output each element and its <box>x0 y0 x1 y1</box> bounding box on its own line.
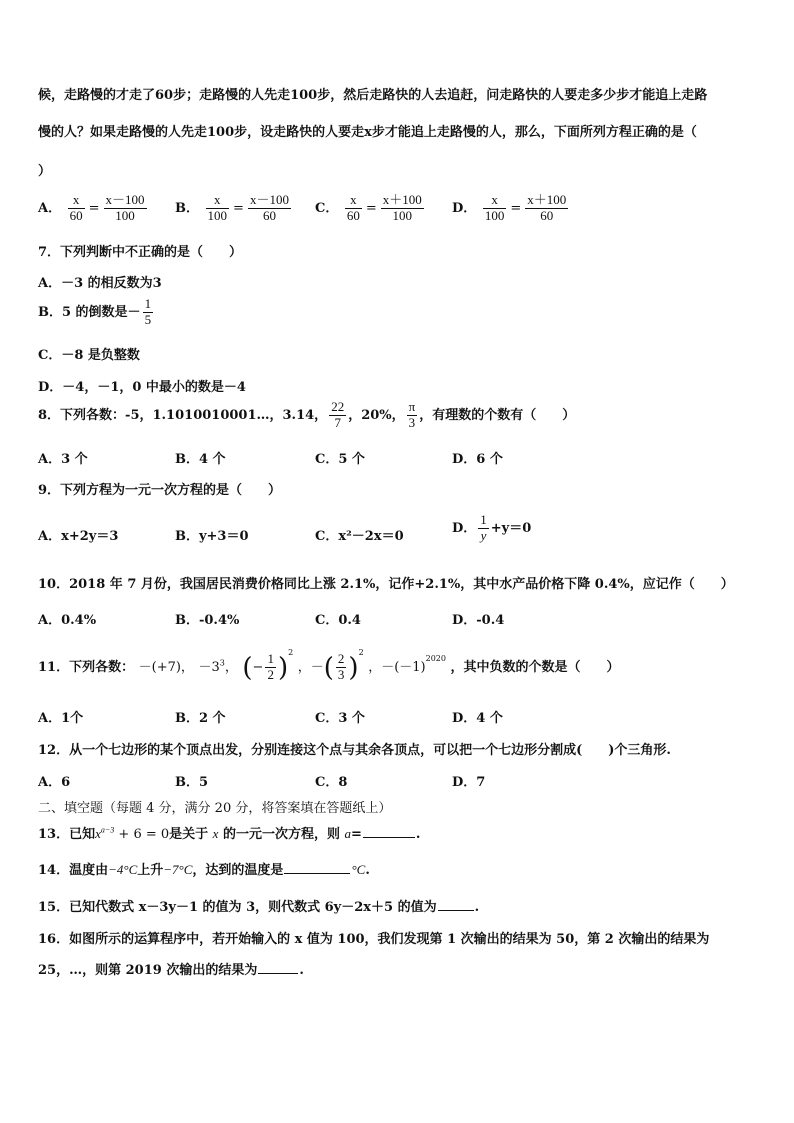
fraction <box>483 193 507 224</box>
q6-line-1: 候，走路慢的才走了60步；走路慢的人先走100步，然后走路快的人去追赶，问走路快的人要走多少步才能追上走路 <box>38 88 708 103</box>
q12-option-a: A．6 <box>38 775 71 790</box>
stem-text: 14．温度由 <box>38 863 109 878</box>
denominator: 60 <box>346 207 360 223</box>
q6-option-c <box>315 193 426 224</box>
q6-options <box>38 193 758 233</box>
fraction <box>206 193 230 224</box>
option-letter: B． <box>175 200 199 216</box>
variable: x <box>212 826 219 841</box>
fraction <box>381 193 424 224</box>
q11-option-c: C．3 个 <box>315 711 365 726</box>
base: －3 <box>198 660 220 675</box>
q12-option-d: D．7 <box>452 775 486 790</box>
expression: ，－ <box>297 660 324 675</box>
denominator: 2 <box>267 667 274 682</box>
fraction <box>525 193 568 224</box>
option-text: B．5 的倒数是－ <box>38 304 141 320</box>
q11-stem <box>38 648 620 683</box>
q11-option-b: B．2 个 <box>175 711 226 726</box>
numerator: x－100 <box>249 192 289 207</box>
right-paren: ) <box>348 652 359 683</box>
numerator: x <box>483 193 507 209</box>
q10-options <box>38 609 758 629</box>
expression: + 6 = 0 <box>114 827 170 842</box>
variable: a <box>344 826 352 841</box>
q9-stem: 9．下列方程为一元一次方程的是（ ） <box>38 483 282 498</box>
q7-option-b <box>38 297 155 328</box>
fraction <box>478 513 489 544</box>
q9-option-b: B．y+3＝0 <box>175 529 249 544</box>
stem-text: ，其中负数的个数是（ ） <box>450 660 620 675</box>
temperature: −7°C <box>163 862 193 877</box>
denominator: 60 <box>262 207 276 223</box>
stem-text: ，20%， <box>348 407 405 423</box>
option-letter: A． <box>38 200 62 216</box>
denominator: 60 <box>69 207 83 223</box>
q10-option-b: B．-0.4% <box>175 613 240 628</box>
right-paren: ) <box>277 652 289 683</box>
denominator: 5 <box>144 311 152 327</box>
q10-option-d: D．-0.4 <box>452 613 505 628</box>
equals-sign: = <box>510 200 522 216</box>
q7-stem: 7．下列判断中不正确的是（ ） <box>38 245 243 260</box>
q7-option-c: C．－8 是负整数 <box>38 348 140 363</box>
q16-line-1: 16．如图所示的运算程序中，若开始输入的 x 值为 100，我们发现第 1 次输出的结果为 50，第 2 次输出的结果为 <box>38 932 710 947</box>
numerator: x <box>206 193 230 209</box>
expression: ，－(－1) <box>368 660 426 675</box>
exponent: a−3 <box>100 825 115 835</box>
q14-stem <box>38 859 370 878</box>
stem-text: 是关于 <box>169 827 213 842</box>
numerator: x＋100 <box>527 192 567 207</box>
fraction <box>143 297 154 328</box>
q6-option-a <box>38 193 149 224</box>
numerator: x－100 <box>105 192 145 207</box>
period: . <box>299 963 304 978</box>
q8-option-a: A．3 个 <box>38 452 88 467</box>
q11-option-a: A．1个 <box>38 711 84 726</box>
fraction <box>329 400 346 431</box>
fraction <box>248 193 291 224</box>
minus-sign: − <box>252 660 264 675</box>
q9-option-d <box>452 513 531 544</box>
q12-options <box>38 771 758 791</box>
denominator: 3 <box>337 667 345 682</box>
option-letter: C． <box>315 200 339 216</box>
fraction <box>265 652 276 683</box>
denominator: 100 <box>392 207 413 223</box>
stem-text: ，达到的温度是 <box>192 863 284 878</box>
numerator: x <box>68 193 85 209</box>
answer-blank[interactable] <box>284 872 350 874</box>
left-paren: ( <box>323 652 334 683</box>
q6-option-b <box>175 193 293 224</box>
q16-line-2 <box>38 959 304 978</box>
denominator: y <box>480 527 487 543</box>
q10-option-c: C．0.4 <box>315 613 361 628</box>
q8-option-c: C．5 个 <box>315 452 365 467</box>
q8-stem <box>38 400 575 431</box>
q15-stem <box>38 896 479 915</box>
stem-text: 8．下列各数：-5，1.1010010001…，3.14， <box>38 407 328 423</box>
equals-sign: = <box>88 200 100 216</box>
exponent: 2020 <box>425 654 446 663</box>
option-letter: D． <box>452 200 477 216</box>
q8-option-b: B．4 个 <box>175 452 226 467</box>
period: . <box>365 863 370 878</box>
denominator: 100 <box>484 207 505 223</box>
numerator: 22 <box>331 399 345 414</box>
numerator: x＋100 <box>382 192 422 207</box>
temperature: −4°C <box>108 862 138 877</box>
q9-option-a: A．x+2y＝3 <box>38 529 119 544</box>
q7-option-d: D．－4，－1，0 中最小的数是－4 <box>38 380 246 395</box>
variable: x <box>95 826 101 841</box>
numerator: 1 <box>144 296 152 311</box>
fraction <box>68 193 85 224</box>
numerator: 1 <box>267 651 274 667</box>
period: . <box>415 827 421 842</box>
left-paren: ( <box>242 652 253 683</box>
q11-options <box>38 707 758 727</box>
period: . <box>474 900 480 915</box>
q12-option-b: B．5 <box>175 775 209 790</box>
numerator: π <box>408 399 416 414</box>
q10-option-a: A．0.4% <box>38 613 97 628</box>
answer-blank[interactable] <box>363 836 415 838</box>
fraction <box>336 652 347 683</box>
exponent: 2 <box>288 648 294 657</box>
numerator: 1 <box>480 512 487 527</box>
option-text: +y＝0 <box>490 520 532 536</box>
denominator: 100 <box>207 207 228 223</box>
unit: °C <box>351 862 366 877</box>
section-heading: 二、填空题（每题 4 分，满分 20 分，将答案填在答题纸上） <box>38 801 392 816</box>
q12-stem: 12．从一个七边形的某个顶点出发，分别连接这个点与其余各顶点，可以把一个七边形分割成( )个三角形. <box>38 743 671 758</box>
exponent: 2 <box>358 648 364 657</box>
q12-option-c: C．8 <box>315 775 348 790</box>
q13-stem <box>38 823 420 842</box>
answer-blank[interactable] <box>258 972 298 974</box>
equals-sign: = <box>365 200 377 216</box>
expression: $-3^3$， <box>198 658 238 675</box>
stem-text: 15．已知代数式 x－3y－1 的值为 3，则代数式 6y－2x＋5 的值为 <box>38 900 437 915</box>
option-letter: D． <box>452 520 477 536</box>
denominator: 60 <box>540 207 554 223</box>
q6-line-2: 慢的人？如果走路慢的人先走100步，设走路快的人要走x步才能追上走路慢的人，那么，下面所列方程正确的是（ <box>38 125 697 140</box>
denominator: 7 <box>334 414 341 430</box>
q11-option-d: D．4 个 <box>452 711 503 726</box>
stem-text: 上升 <box>137 863 164 878</box>
stem-text: ，有理数的个数有（ ） <box>419 407 576 423</box>
q9-options <box>38 513 758 553</box>
answer-blank[interactable] <box>438 909 474 911</box>
equals-sign: = <box>233 200 244 216</box>
denominator: 100 <box>115 207 135 223</box>
fraction <box>345 193 362 224</box>
q8-options <box>38 448 758 468</box>
fraction <box>104 193 147 224</box>
q8-option-d: D．6 个 <box>452 452 503 467</box>
exponent: 3 <box>219 658 225 668</box>
q9-option-c: C．x²－2x＝0 <box>315 529 404 544</box>
q10-stem: 10．2018 年 7 月份，我国居民消费价格同比上涨 2.1%，记作+2.1%，其中水产品价格下降 0.4%，应记作（ ） <box>38 577 734 592</box>
equals-sign: = <box>351 827 362 842</box>
stem-text: 13．已知 <box>38 827 96 842</box>
q7-option-a: A．－3 的相反数为3 <box>38 276 162 291</box>
q6-line-3: ） <box>38 164 52 179</box>
expression: －(+7)， <box>138 660 194 675</box>
numerator: 2 <box>337 651 345 667</box>
q6-option-d <box>452 193 570 224</box>
stem-text: 25，…，则第 2019 次输出的结果为 <box>38 963 258 978</box>
fraction <box>407 400 418 431</box>
numerator: x <box>345 193 362 209</box>
stem-text: 11．下列各数： <box>38 660 135 675</box>
denominator: 3 <box>408 414 416 430</box>
stem-text: 的一元一次方程，则 <box>218 827 345 842</box>
